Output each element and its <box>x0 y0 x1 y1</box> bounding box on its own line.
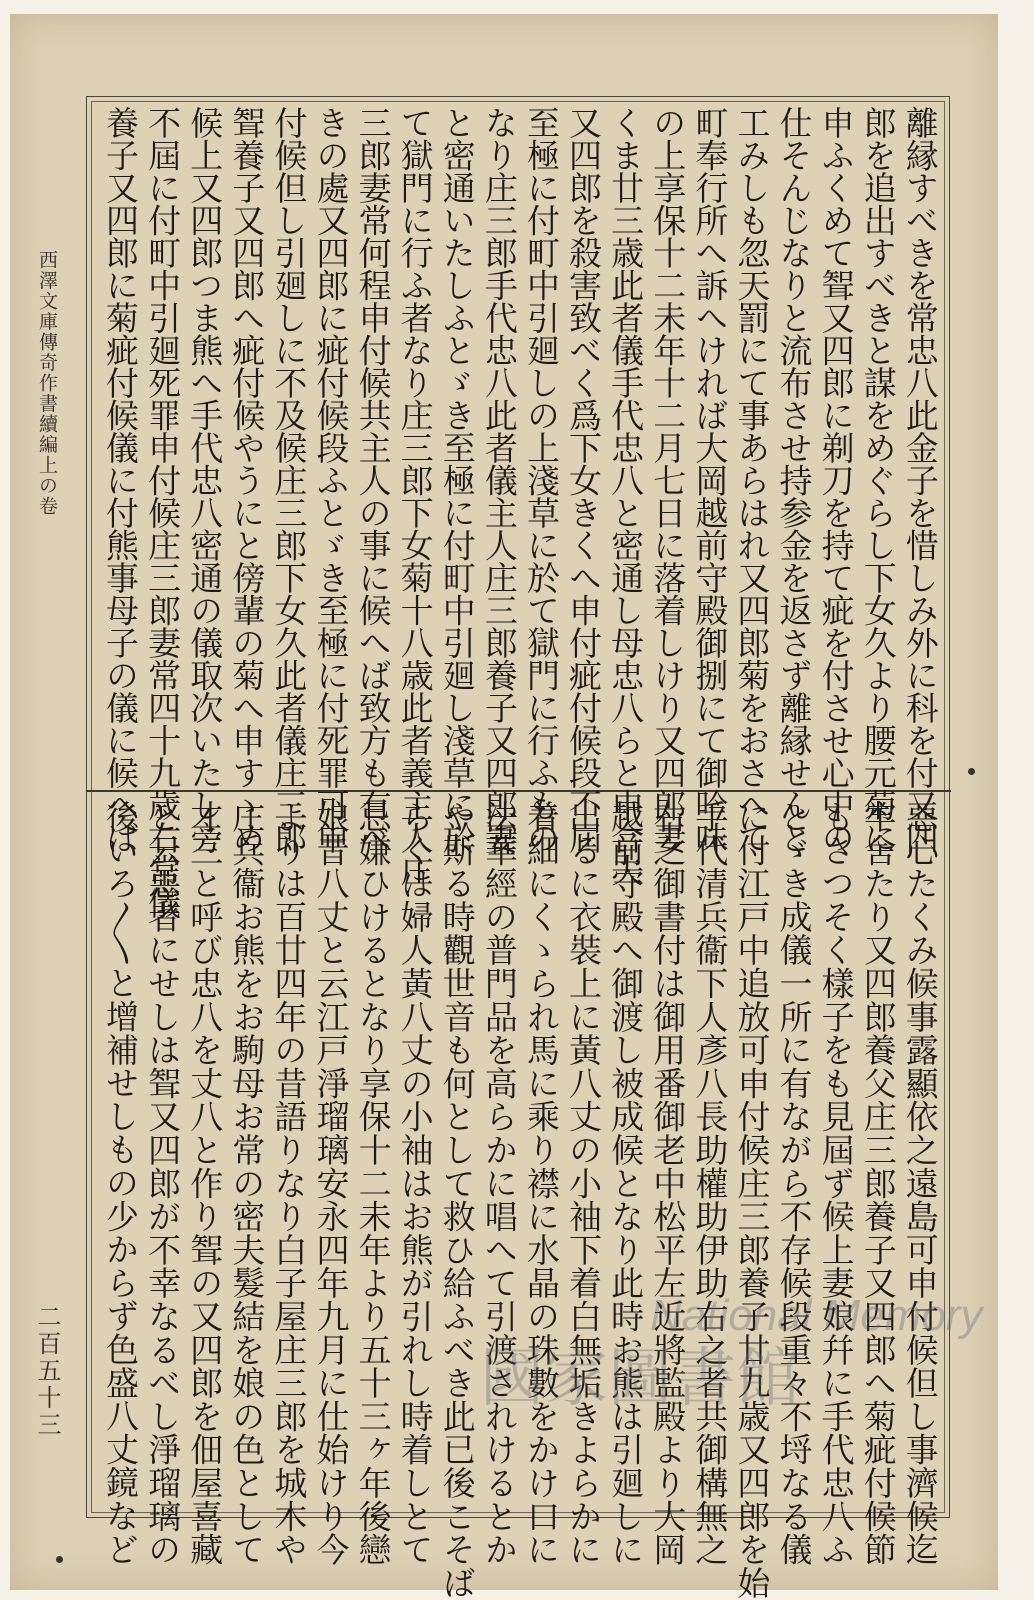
text-column: 越前守殿へ御渡し被成候となり此時お熊は引廻しに <box>606 800 646 1566</box>
lower-text-block <box>100 800 940 1600</box>
text-column: 着細にくゝられ馬に乘り襟に水晶の珠數をかけ口に <box>521 800 561 1566</box>
text-column: 付候但し引廻しに不及候庄三郎下女久此者儀庄三郎 <box>269 106 309 854</box>
text-column: らくは婦人黃八丈の小袖はお熊が引れし時着しとて <box>395 800 435 1566</box>
text-column: 聟養子又四郎へ疵付候やうにと傍輩の菊へ申すゝめ <box>227 106 267 854</box>
page-number: 二百五十三 <box>33 1304 61 1439</box>
ink-spot <box>56 1556 63 1563</box>
text-column: 才三と呼び忠八を丈八と作り聟の又四郎を佃屋喜藏 <box>185 800 225 1566</box>
text-column: 養子又四郎に菊疵付候儀に付熊事母子の儀に候へば <box>101 106 140 854</box>
text-column: とゞき成儀一所に有ながら不存候段重々不埒なる儀 <box>774 800 814 1566</box>
text-column: 不屆に付町中引廻死罪申付候庄三郎妻常四十九歳右常儀 <box>143 106 183 919</box>
text-column: て獄門に行ふ者なり庄三郎下女菊十八歳此者義主人庄 <box>395 106 435 886</box>
text-column: 出るに衣裝上に黃八丈の小袖下着白無垢きよらかに <box>564 800 604 1566</box>
text-column: 忌嫌ひけるとなり享保十二未年より五十三ヶ年後戀 <box>353 800 393 1566</box>
text-column: の上享保十二未年十二月七日に落着しけり又四郎妻 <box>648 106 688 854</box>
watermark-latin: National Memory <box>650 1291 983 1340</box>
text-column: と云惡者にせしは聟又四郎が不幸なるべし淨瑠璃の <box>143 800 183 1566</box>
text-column: 三郎妻常何程申付候共主人の事に候へば致方も有べ <box>353 106 393 854</box>
upper-text-block <box>100 106 940 919</box>
text-column: 後いろ〳〵と增補せしもの少からず色盛八丈鏡など <box>101 800 140 1566</box>
running-head: 西澤文庫傳奇作書續編上の卷 <box>36 250 58 517</box>
text-column: 娘昔八丈と云江戸淨瑠璃安永四年九月に仕始けり今 <box>311 800 351 1566</box>
text-column: 工みしも忽天罰にて事あらはれ又四郎菊をおさへて <box>732 106 772 854</box>
text-column: 庄兵衞お熊をお駒母お常の密夫髮結を娘の色として <box>227 800 267 1566</box>
text-column: 申ふくめて聟又四郎に剃刀を持て疵を付させ心中の <box>816 106 856 854</box>
text-column: 候上又四郎つま熊へ手代忠八密通の儀取次いたし旁 <box>185 106 225 854</box>
text-column: 郎を追出すべきと謀をめぐらし下女久より腰元菊に <box>858 106 898 854</box>
text-column: きの處又四郎に疵付候段ふとゞき至極に付死罪可申 <box>311 106 351 854</box>
text-column: もさつそく樣子をも見屆ず候上妻娘幷に手代忠八ふ <box>816 800 856 1566</box>
text-column: 右之御書付は御用番御老中松平左近將監殿より大岡 <box>648 800 688 1566</box>
text-column: 惡心たくみ候事露顯依之遠島可申付候但し事濟候迄 <box>900 800 940 1566</box>
text-column: よりは百廿四年の昔語りなり白子屋庄三郎を城木や <box>269 800 309 1566</box>
text-column: 至極に付町中引廻しの上淺草に於て獄門に行ふもの <box>521 106 561 854</box>
text-column: 牢舍たり又四郎養父庄三郎養子又四郎へ菊疵付候節 <box>858 800 898 1566</box>
text-column: と密通いたしふとゞき至極に付町中引廻し淺草に於 <box>437 106 477 854</box>
text-column: 仕そんじなりと流布させ持参金を返さず離縁せんと <box>774 106 814 854</box>
text-column: 又四郎を殺害致べく爲下女きくへ申付疵付候段不屆 <box>564 106 604 854</box>
watermark-kanji: 國家圖書館 <box>480 1342 800 1416</box>
text-column: 町奉行所へ訴へければ大岡越前守殿御捌にて御吟味 <box>690 106 730 854</box>
text-column: 法華經の普門品を高らかに唱へて引渡されけるとか <box>479 800 519 1566</box>
text-column: くま廿三歳此者儀手代忠八と密通し母忠八らと申合夫 <box>606 106 646 886</box>
text-column: 手代清兵衞下人彥八長助權助伊助右之者共御構無之 <box>690 800 730 1566</box>
text-column: や斯る時觀世音も何として救ひ給ふべき此已後こそば <box>437 800 477 1600</box>
text-column: なり庄三郎手代忠八此者儀主人庄三郎養子又四郎妻 <box>479 106 519 854</box>
ink-spot <box>968 768 975 775</box>
text-column: 離縁すべきを常忠八此金子を惜しみ外に科を付又四 <box>900 106 940 854</box>
text-column: に付江戸中追放可申付候庄三郎養子廿九歳又四郎を始 <box>732 800 772 1600</box>
